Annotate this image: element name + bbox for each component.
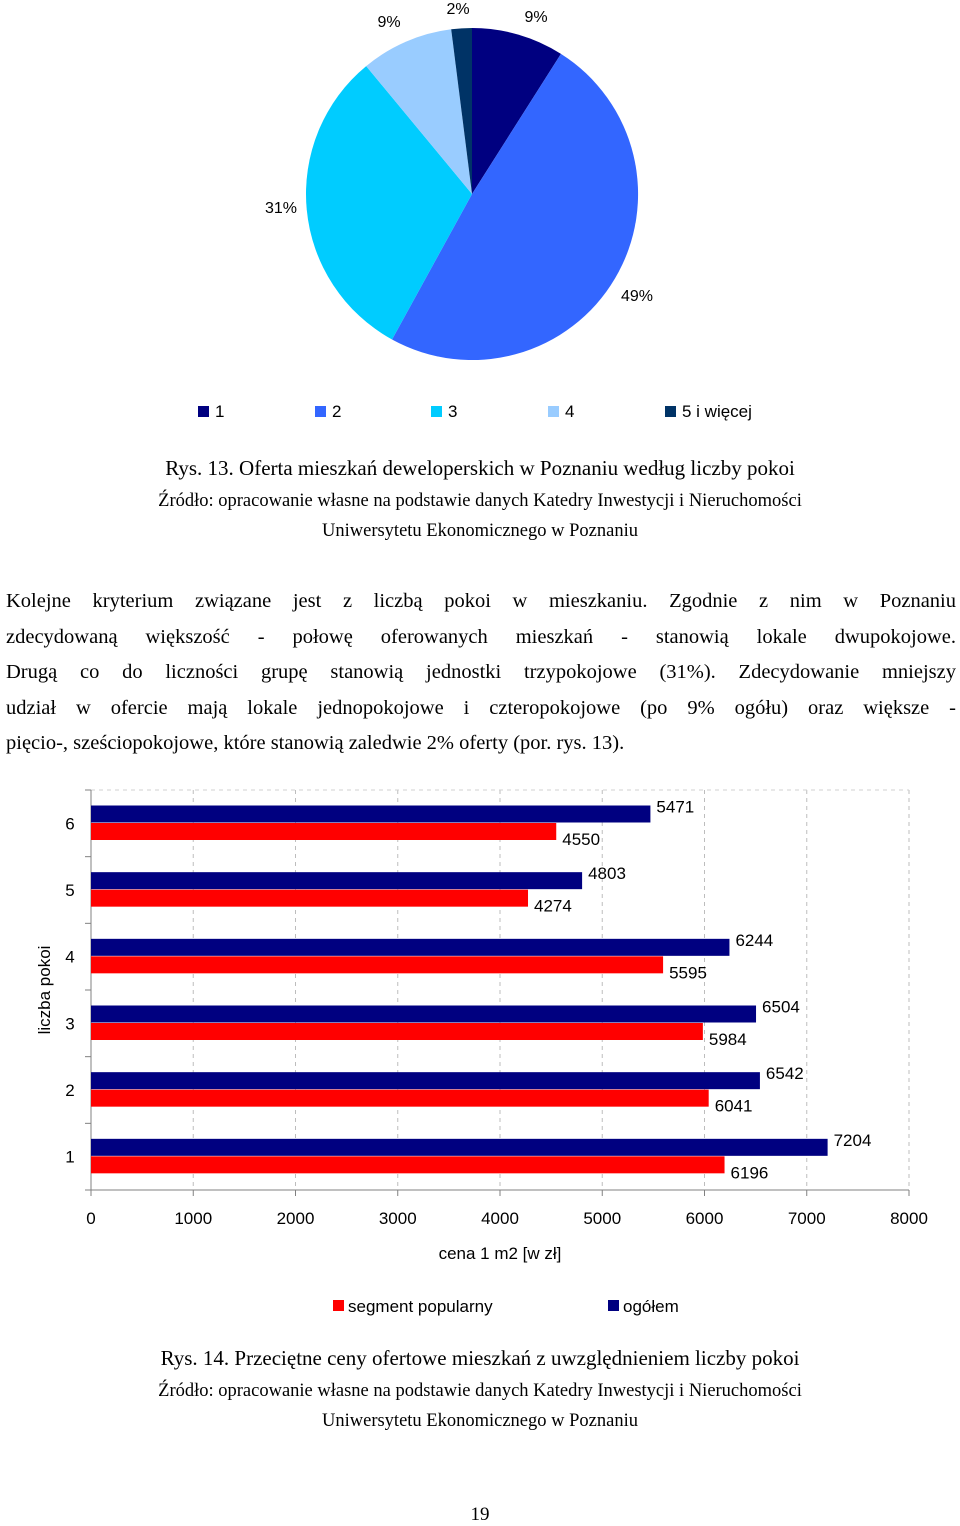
legend-swatch — [665, 406, 676, 417]
x-tick-label: 5000 — [583, 1209, 622, 1228]
bar-data-label: 5471 — [656, 797, 695, 817]
x-tick-label: 7000 — [787, 1209, 826, 1228]
paragraph-line: udział w ofercie mają lokale jednopokojowe i czteropokojowe (po 9% ogółu) oraz większe - — [6, 696, 956, 719]
pie-data-label: 49% — [620, 288, 654, 305]
bar-ogolem — [91, 1006, 756, 1023]
bar-ogolem — [91, 939, 729, 956]
pie-data-label: 2% — [446, 1, 470, 18]
fig13-source-line1: Źródło: opracowanie własne na podstawie danych Katedry Inwestycji i Nieruchomości — [158, 491, 802, 511]
legend-swatch — [333, 1300, 344, 1311]
bar-ogolem — [91, 806, 650, 823]
bar-segment-popularny — [91, 1023, 703, 1040]
bar-data-label: 6196 — [730, 1163, 769, 1183]
pie-data-label: 9% — [524, 9, 548, 26]
fig13-source-line2: Uniwersytetu Ekonomicznego w Poznaniu — [322, 521, 638, 541]
bar-ogolem — [91, 1072, 760, 1089]
pie-legend-entry — [315, 402, 341, 422]
y-tick-label: 5 — [65, 881, 75, 900]
legend-swatch — [315, 406, 326, 417]
bar-chart — [0, 770, 960, 1330]
bar-data-label: 4550 — [562, 830, 601, 849]
y-tick-label: 4 — [65, 947, 75, 967]
fig14-source-line2: Uniwersytetu Ekonomicznego w Poznaniu — [322, 1411, 638, 1431]
body-paragraph — [6, 584, 956, 762]
bar-ogolem — [91, 872, 582, 889]
legend-label: segment popularny — [348, 1297, 493, 1316]
bar-data-label: 4274 — [534, 896, 572, 916]
legend-label: 4 — [565, 402, 575, 421]
legend-swatch — [198, 406, 209, 417]
legend-label: 5 i więcej — [682, 402, 752, 421]
fig14-caption: Rys. 14. Przeciętne ceny ofertowe mieszkań z uwzględnieniem liczby pokoi — [160, 1346, 800, 1370]
x-tick-label: 6000 — [685, 1209, 724, 1228]
x-tick-label: 0 — [86, 1209, 96, 1228]
bar-data-label: 6244 — [735, 930, 774, 950]
fig13-caption: Rys. 13. Oferta mieszkań deweloperskich w Poznaniu według liczby pokoi — [165, 456, 795, 480]
pie-data-label: 31% — [264, 200, 298, 217]
pie-legend-entry — [431, 402, 457, 422]
x-axis-title: cena 1 m2 [w zł] — [438, 1244, 562, 1263]
bar-segment-popularny — [91, 823, 556, 840]
bar-data-label: 6542 — [765, 1064, 804, 1084]
bar-segment-popularny — [91, 890, 528, 907]
x-tick-label: 1000 — [174, 1209, 213, 1228]
legend-swatch — [431, 406, 442, 417]
legend-label: 3 — [448, 402, 458, 421]
paragraph-line: Kolejne kryterium związane jest z liczbą pokoi w mieszkaniu. Zgodnie z nim w Poznaniu — [6, 590, 956, 612]
bar-data-label: 6504 — [762, 997, 800, 1017]
legend-label: ogółem — [623, 1297, 679, 1316]
bar-segment-popularny — [91, 1090, 709, 1107]
y-tick-label: 1 — [65, 1147, 75, 1167]
y-axis-title: liczba pokoi — [35, 945, 54, 1035]
pie-legend-entry — [665, 402, 752, 422]
legend-label: 1 — [215, 402, 225, 421]
bar-segment-popularny — [91, 956, 663, 973]
paragraph-line: zdecydowaną większość - połowę oferowanych mieszkań - stanowią lokale dwupokojowe. — [6, 625, 956, 648]
bar-data-label: 5595 — [669, 963, 707, 983]
pie-legend-entry — [548, 402, 574, 422]
y-tick-label: 6 — [65, 814, 75, 834]
y-tick-label: 2 — [65, 1081, 75, 1100]
bar-segment-popularny — [91, 1156, 725, 1173]
page-number: 19 — [470, 1504, 490, 1525]
legend-label: 2 — [332, 402, 342, 421]
x-tick-label: 3000 — [378, 1209, 417, 1228]
pie-data-label: 9% — [377, 14, 401, 31]
x-tick-label: 4000 — [481, 1209, 519, 1228]
bar-data-label: 5984 — [708, 1030, 747, 1049]
y-tick-label: 3 — [65, 1014, 75, 1034]
bar-data-label: 6041 — [714, 1096, 753, 1116]
bar-ogolem — [91, 1139, 828, 1156]
paragraph-line: pięcio-, sześciopokojowe, które stanowią zaledwie 2% oferty (por. rys. 13). — [6, 732, 625, 754]
pie-chart — [0, 0, 960, 440]
x-tick-label: 2000 — [276, 1209, 315, 1228]
paragraph-line: Drugą co do liczności grupę stanowią jednostki trzypokojowe (31%). Zdecydowanie mniejszy — [6, 661, 956, 683]
bar-data-label: 7204 — [833, 1130, 872, 1150]
legend-swatch — [548, 406, 559, 417]
fig14-source-line1: Źródło: opracowanie własne na podstawie danych Katedry Inwestycji i Nieruchomości — [158, 1381, 802, 1401]
bar-data-label: 4803 — [588, 864, 626, 884]
x-tick-label: 8000 — [890, 1209, 928, 1228]
legend-swatch — [608, 1300, 619, 1311]
pie-legend-entry — [198, 402, 224, 422]
